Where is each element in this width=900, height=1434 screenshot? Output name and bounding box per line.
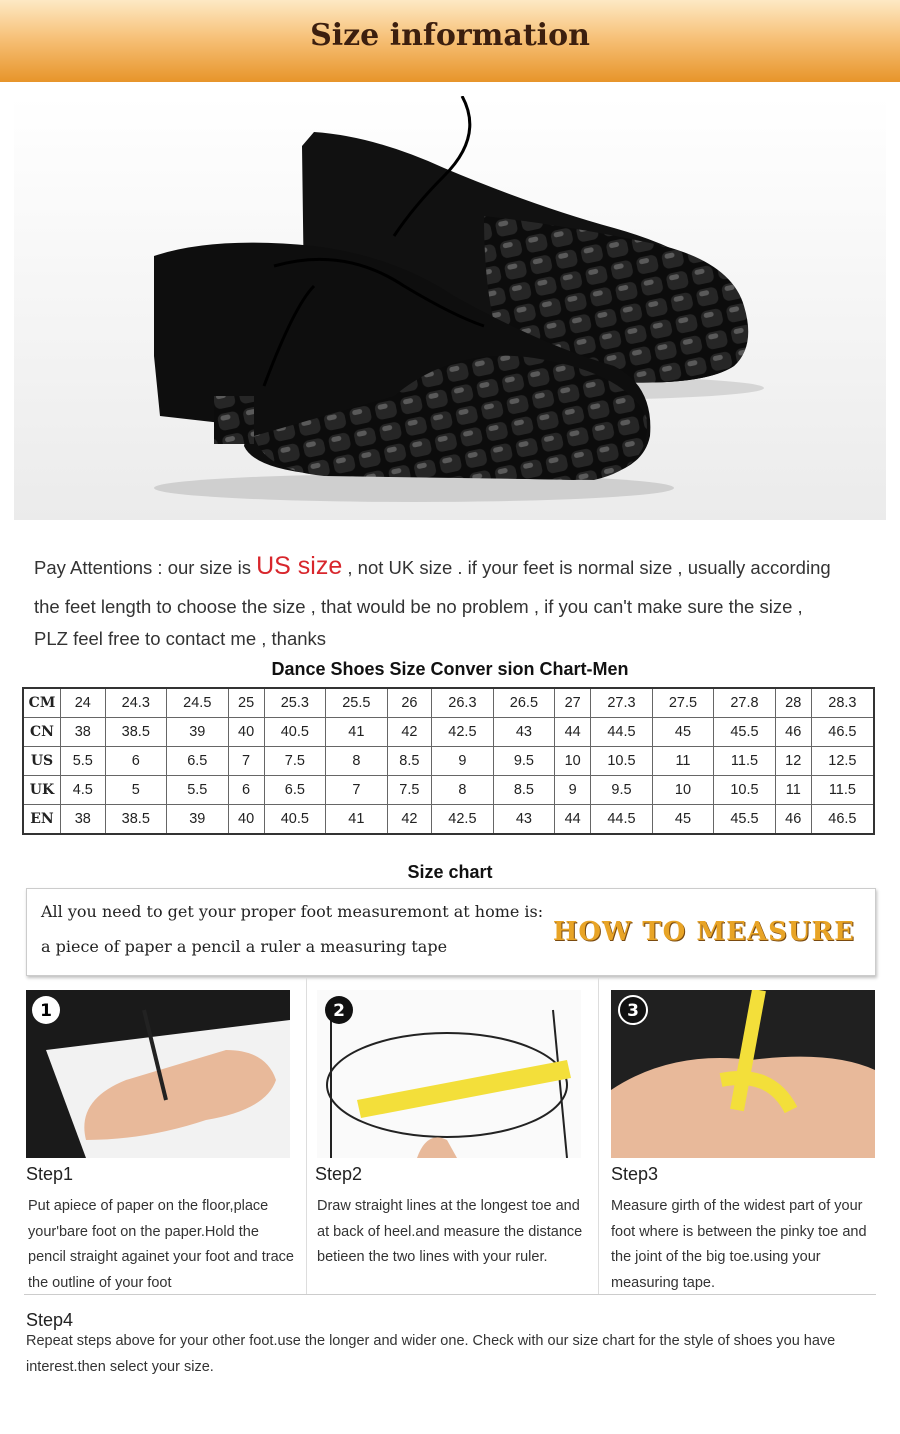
measure-intro-line-2: a piece of paper a pencil a ruler a measuring tape bbox=[41, 937, 448, 956]
size-cell: 42 bbox=[387, 804, 432, 834]
size-cell: 8.5 bbox=[493, 775, 555, 804]
step-3-title: Step3 bbox=[611, 1164, 659, 1184]
size-cell: 38.5 bbox=[105, 804, 167, 834]
step-1-description: Put apiece of paper on the floor,place your'bare foot on the paper.Hold the pencil straight againet your foot and trace the outline of your foot bbox=[28, 1198, 294, 1291]
size-row-cn bbox=[23, 718, 874, 747]
measure-intro-box bbox=[26, 888, 876, 976]
step-3-number: 3 bbox=[627, 1001, 639, 1021]
size-cell: 38 bbox=[61, 718, 106, 747]
size-cell: 40.5 bbox=[264, 804, 326, 834]
size-cell: 46 bbox=[775, 718, 811, 747]
size-cell: 41 bbox=[326, 804, 388, 834]
title-banner bbox=[0, 0, 900, 82]
dance-shoes-image bbox=[14, 96, 886, 520]
size-cell: 6 bbox=[105, 747, 167, 776]
size-cell: 9.5 bbox=[493, 747, 555, 776]
size-chart-title: Dance Shoes Size Conver sion Chart-Men bbox=[271, 659, 629, 679]
notice-line-3: PLZ feel free to contact me , thanks bbox=[34, 628, 327, 649]
size-cell: 8 bbox=[326, 747, 388, 776]
size-cell: 43 bbox=[493, 718, 555, 747]
size-cell: 46 bbox=[775, 804, 811, 834]
size-cell: 46.5 bbox=[811, 804, 874, 834]
size-cell: 40 bbox=[228, 718, 264, 747]
notice-line-1 bbox=[34, 552, 831, 581]
size-cell: 45 bbox=[652, 718, 714, 747]
size-cell: 38.5 bbox=[105, 718, 167, 747]
size-cell: 5.5 bbox=[61, 747, 106, 776]
size-cell: 25.5 bbox=[326, 688, 388, 718]
size-row-label: CN bbox=[23, 718, 61, 747]
step-2-image bbox=[317, 990, 581, 1158]
notice-text-2: , not UK size . if your feet is normal size , usually according bbox=[342, 557, 831, 578]
size-row-uk bbox=[23, 775, 874, 804]
size-cell: 24.5 bbox=[167, 688, 229, 718]
notice-text-1: Pay Attentions : our size is bbox=[34, 557, 257, 578]
size-row-cm bbox=[23, 688, 874, 718]
size-cell: 8 bbox=[432, 775, 494, 804]
size-cell: 10.5 bbox=[591, 747, 653, 776]
size-cell: 11.5 bbox=[811, 775, 874, 804]
size-cell: 24 bbox=[61, 688, 106, 718]
size-cell: 39 bbox=[167, 718, 229, 747]
size-cell: 9 bbox=[432, 747, 494, 776]
size-cell: 10 bbox=[555, 747, 591, 776]
size-cell: 27.3 bbox=[591, 688, 653, 718]
size-cell: 42 bbox=[387, 718, 432, 747]
size-cell: 26 bbox=[387, 688, 432, 718]
measure-intro-line-1: All you need to get your proper foot measuremont at home is: bbox=[41, 902, 544, 921]
size-cell: 5.5 bbox=[167, 775, 229, 804]
size-chart-section-title: Size chart bbox=[407, 862, 493, 882]
step-4-description: Repeat steps above for your other foot.use the longer and wider one. Check with our size chart for the style of shoes you have interest.then select your size. bbox=[26, 1333, 836, 1375]
size-cell: 28.3 bbox=[811, 688, 874, 718]
size-row-label: EN bbox=[23, 804, 61, 834]
notice-line-2: the feet length to choose the size , that would be no problem , if you can't make sure the size , bbox=[34, 596, 803, 617]
size-cell: 9 bbox=[555, 775, 591, 804]
size-cell: 10 bbox=[652, 775, 714, 804]
size-row-label: CM bbox=[23, 688, 61, 718]
size-cell: 6.5 bbox=[167, 747, 229, 776]
size-cell: 45 bbox=[652, 804, 714, 834]
step-3-description: Measure girth of the widest part of your foot where is between the pinky toe and the joint of the big toe.using your measuring tape. bbox=[611, 1198, 867, 1291]
step-2-number: 2 bbox=[333, 1001, 345, 1021]
size-cell: 45.5 bbox=[714, 804, 776, 834]
size-cell: 42.5 bbox=[432, 804, 494, 834]
size-cell: 44.5 bbox=[591, 718, 653, 747]
size-cell: 28 bbox=[775, 688, 811, 718]
size-row-label: US bbox=[23, 747, 61, 776]
size-cell: 7.5 bbox=[264, 747, 326, 776]
page-title: Size information bbox=[310, 18, 590, 53]
size-cell: 46.5 bbox=[811, 718, 874, 747]
size-row-label: UK bbox=[23, 775, 61, 804]
size-cell: 6.5 bbox=[264, 775, 326, 804]
step-2-panel bbox=[306, 978, 591, 1294]
size-cell: 41 bbox=[326, 718, 388, 747]
size-cell: 26.3 bbox=[432, 688, 494, 718]
step-2-description: Draw straight lines at the longest toe and at back of heel.and measure the distance betieen the two lines with your ruler. bbox=[317, 1198, 583, 1265]
size-cell: 39 bbox=[167, 804, 229, 834]
size-conversion-table bbox=[22, 687, 875, 835]
size-cell: 7 bbox=[326, 775, 388, 804]
step-1-number: 1 bbox=[40, 1001, 52, 1021]
size-cell: 24.3 bbox=[105, 688, 167, 718]
size-cell: 12.5 bbox=[811, 747, 874, 776]
how-to-measure-badge: HOW TO MEASURE bbox=[552, 917, 855, 947]
size-cell: 42.5 bbox=[432, 718, 494, 747]
size-cell: 7.5 bbox=[387, 775, 432, 804]
size-cell: 6 bbox=[228, 775, 264, 804]
size-cell: 26.5 bbox=[493, 688, 555, 718]
size-cell: 44.5 bbox=[591, 804, 653, 834]
step-1-panel bbox=[26, 978, 310, 1294]
step-4-title: Step4 bbox=[26, 1310, 74, 1330]
size-cell: 7 bbox=[228, 747, 264, 776]
size-row-en bbox=[23, 804, 874, 834]
size-cell: 11.5 bbox=[714, 747, 776, 776]
divider bbox=[24, 1294, 876, 1295]
size-cell: 38 bbox=[61, 804, 106, 834]
size-cell: 44 bbox=[555, 718, 591, 747]
size-cell: 5 bbox=[105, 775, 167, 804]
size-cell: 4.5 bbox=[61, 775, 106, 804]
size-cell: 12 bbox=[775, 747, 811, 776]
product-photo bbox=[14, 96, 886, 520]
size-cell: 9.5 bbox=[591, 775, 653, 804]
size-cell: 25 bbox=[228, 688, 264, 718]
size-cell: 45.5 bbox=[714, 718, 776, 747]
size-cell: 43 bbox=[493, 804, 555, 834]
us-size-highlight: US size bbox=[256, 552, 343, 580]
size-cell: 25.3 bbox=[264, 688, 326, 718]
size-cell: 8.5 bbox=[387, 747, 432, 776]
size-cell: 27.5 bbox=[652, 688, 714, 718]
size-cell: 27.8 bbox=[714, 688, 776, 718]
size-row-us bbox=[23, 747, 874, 776]
size-cell: 11 bbox=[775, 775, 811, 804]
step-3-image bbox=[611, 990, 875, 1158]
size-cell: 27 bbox=[555, 688, 591, 718]
step-1-title: Step1 bbox=[26, 1164, 74, 1184]
size-cell: 10.5 bbox=[714, 775, 776, 804]
size-cell: 40.5 bbox=[264, 718, 326, 747]
step-1-image bbox=[26, 990, 290, 1158]
step-3-panel bbox=[598, 978, 883, 1294]
size-cell: 40 bbox=[228, 804, 264, 834]
step-2-title: Step2 bbox=[315, 1164, 363, 1184]
size-cell: 11 bbox=[652, 747, 714, 776]
size-cell: 44 bbox=[555, 804, 591, 834]
